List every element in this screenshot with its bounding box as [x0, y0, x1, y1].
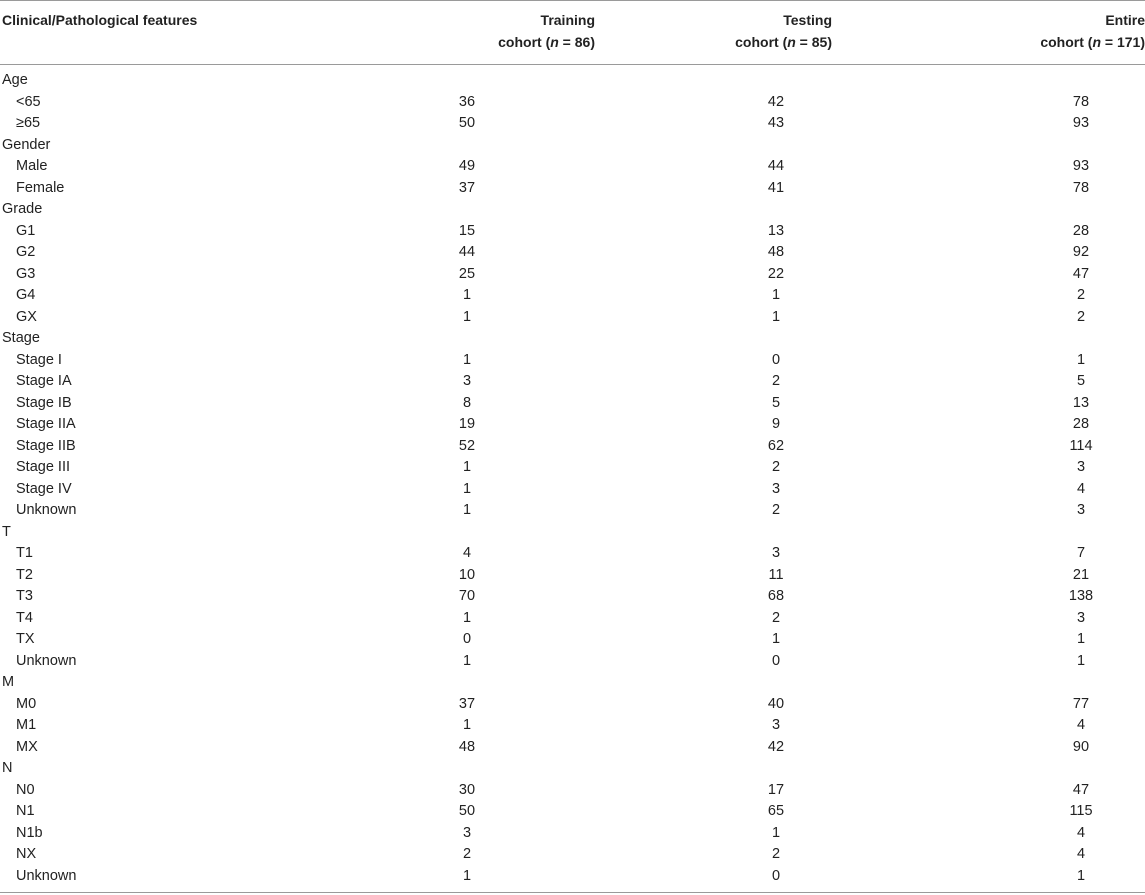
testing-count-cell: 2 — [771, 609, 781, 626]
header-training-n: n — [550, 34, 559, 50]
training-count-cell: 37 — [458, 695, 476, 712]
category-row — [0, 199, 1145, 221]
row-label: MX — [16, 738, 38, 755]
entire-count-cell: 77 — [1072, 695, 1090, 712]
header-testing-line2 — [592, 31, 832, 53]
row-label: Unknown — [16, 652, 77, 669]
row-label: Unknown — [16, 502, 77, 518]
header-training-cohort — [355, 9, 595, 53]
table-row — [0, 608, 1145, 630]
header-training-line1: Training — [540, 12, 595, 28]
row-label: Stage IA — [16, 373, 72, 389]
entire-count-cell: 3 — [1076, 609, 1086, 626]
training-count-cell: 8 — [462, 394, 472, 411]
category-label: M — [2, 674, 15, 690]
table-row — [0, 629, 1145, 651]
training-count-cell: 70 — [458, 588, 476, 604]
training-count-cell: 1 — [462, 480, 472, 497]
testing-count-cell: 22 — [767, 265, 785, 282]
header-entire-prefix: cohort ( — [1040, 34, 1093, 50]
category-label: Stage — [2, 330, 40, 346]
testing-count-cell: 3 — [771, 717, 781, 733]
entire-count-cell: 7 — [1076, 545, 1086, 561]
entire-count-cell: 1 — [1076, 351, 1086, 368]
category-row — [0, 70, 1145, 92]
category-row — [0, 135, 1145, 157]
table-row — [0, 457, 1145, 479]
testing-count-cell: 2 — [771, 846, 781, 862]
entire-count-cell: 78 — [1072, 179, 1090, 196]
row-label: G3 — [16, 265, 36, 282]
entire-count-cell: 3 — [1076, 502, 1086, 518]
row-label: M0 — [16, 695, 37, 712]
header-entire-line1: Entire — [1105, 12, 1145, 28]
testing-count-cell: 0 — [771, 351, 781, 368]
header-training-suffix: = 86) — [558, 34, 595, 50]
table-row — [0, 178, 1145, 200]
table-row — [0, 565, 1145, 587]
table-body — [0, 70, 1145, 887]
entire-count-cell: 115 — [1069, 803, 1093, 819]
entire-count-cell: 92 — [1072, 244, 1090, 260]
header-entire-n: n — [1092, 34, 1102, 50]
entire-count-cell: 2 — [1076, 308, 1086, 325]
testing-count-cell: 62 — [767, 437, 785, 454]
row-label: G4 — [16, 287, 36, 303]
entire-count-cell: 93 — [1072, 158, 1090, 174]
category-row — [0, 672, 1145, 694]
category-label: T — [2, 523, 11, 540]
table-row — [0, 823, 1145, 845]
testing-count-cell: 2 — [771, 502, 781, 518]
training-count-cell: 36 — [458, 93, 476, 110]
testing-count-cell: 17 — [767, 781, 785, 798]
training-count-cell: 1 — [462, 459, 472, 475]
testing-count-cell: 13 — [767, 222, 785, 239]
table-bottom-rule — [0, 892, 1145, 893]
entire-count-cell: 4 — [1076, 480, 1086, 497]
training-count-cell: 15 — [458, 222, 476, 239]
testing-count-cell: 42 — [767, 93, 785, 110]
training-count-cell: 0 — [462, 631, 472, 647]
header-feature-label: Clinical/Pathological features — [2, 12, 198, 28]
row-label: N1 — [16, 803, 35, 819]
testing-count-cell: 43 — [767, 115, 785, 131]
testing-count-cell: 1 — [771, 287, 781, 303]
entire-count-cell: 28 — [1072, 416, 1090, 432]
row-label: ≥65 — [16, 115, 41, 131]
table-row — [0, 543, 1145, 565]
training-count-cell: 1 — [462, 287, 472, 303]
entire-count-cell: 13 — [1072, 394, 1090, 411]
row-label: Stage IIA — [16, 416, 76, 432]
header-testing-suffix: = 85) — [795, 34, 832, 50]
row-label: <65 — [16, 93, 41, 110]
testing-count-cell: 11 — [768, 566, 784, 583]
table-row — [0, 156, 1145, 178]
training-count-cell: 49 — [458, 158, 476, 174]
row-label: Stage I — [16, 351, 62, 368]
entire-count-cell: 1 — [1076, 652, 1086, 669]
header-entire-cohort — [905, 9, 1145, 53]
entire-count-cell: 1 — [1076, 631, 1086, 647]
row-label: T4 — [16, 609, 33, 626]
testing-count-cell: 0 — [771, 652, 781, 669]
row-label: Male — [16, 158, 48, 174]
table-row — [0, 264, 1145, 286]
training-count-cell: 1 — [462, 351, 472, 368]
training-count-cell: 25 — [458, 265, 476, 282]
row-label: Stage IIB — [16, 437, 76, 454]
testing-count-cell: 0 — [771, 867, 781, 884]
entire-count-cell: 2 — [1076, 287, 1086, 303]
category-row — [0, 758, 1145, 780]
row-label: Stage IB — [16, 394, 72, 411]
row-label: T2 — [16, 566, 33, 583]
entire-count-cell: 114 — [1069, 437, 1093, 454]
training-count-cell: 1 — [462, 308, 472, 325]
table-row — [0, 844, 1145, 866]
entire-count-cell: 5 — [1076, 373, 1086, 389]
header-testing-prefix: cohort ( — [735, 34, 788, 50]
testing-count-cell: 1 — [771, 308, 781, 325]
table-row — [0, 801, 1145, 823]
table-row — [0, 780, 1145, 802]
training-count-cell: 30 — [458, 781, 476, 798]
training-count-cell: 52 — [458, 437, 476, 454]
table-row — [0, 500, 1145, 522]
entire-count-cell: 78 — [1072, 93, 1090, 110]
row-label: Unknown — [16, 867, 77, 884]
entire-count-cell: 90 — [1072, 738, 1090, 755]
header-testing-n: n — [787, 34, 796, 50]
training-count-cell: 1 — [462, 652, 472, 669]
training-count-cell: 3 — [462, 824, 472, 841]
category-label: Grade — [2, 201, 43, 217]
training-count-cell: 1 — [462, 867, 472, 884]
row-label: Female — [16, 179, 65, 196]
row-label: T1 — [16, 545, 33, 561]
testing-count-cell: 1 — [771, 824, 781, 841]
training-count-cell: 48 — [458, 738, 476, 755]
table-row — [0, 307, 1145, 329]
training-count-cell: 3 — [462, 373, 472, 389]
category-label: Age — [2, 72, 28, 88]
header-divider-rule — [0, 64, 1145, 65]
training-count-cell: 50 — [458, 115, 476, 131]
row-label: NX — [16, 846, 37, 862]
testing-count-cell: 2 — [771, 459, 781, 475]
table-row — [0, 221, 1145, 243]
testing-count-cell: 48 — [767, 244, 785, 260]
row-label: T3 — [16, 588, 33, 604]
testing-count-cell: 2 — [771, 373, 781, 389]
testing-count-cell: 3 — [771, 480, 781, 497]
training-count-cell: 1 — [462, 609, 472, 626]
entire-count-cell: 3 — [1076, 459, 1086, 475]
testing-count-cell: 65 — [767, 803, 785, 819]
header-testing-cohort — [592, 9, 832, 53]
row-label: GX — [16, 308, 37, 325]
table-row — [0, 694, 1145, 716]
testing-count-cell: 5 — [771, 394, 781, 411]
entire-count-cell: 4 — [1076, 824, 1086, 841]
entire-count-cell: 1 — [1076, 867, 1086, 884]
training-count-cell: 19 — [458, 416, 476, 432]
header-entire-line2 — [905, 31, 1145, 53]
table-row — [0, 586, 1145, 608]
entire-count-cell: 4 — [1076, 717, 1086, 733]
category-label: Gender — [2, 136, 51, 153]
entire-count-cell: 138 — [1068, 588, 1094, 604]
table-row — [0, 242, 1145, 264]
testing-count-cell: 41 — [767, 179, 785, 196]
table-row — [0, 113, 1145, 135]
training-count-cell: 50 — [458, 803, 476, 819]
table-top-rule — [0, 0, 1145, 1]
row-label: TX — [16, 631, 35, 647]
training-count-cell: 10 — [458, 566, 476, 583]
testing-count-cell: 40 — [767, 695, 785, 712]
row-label: G2 — [16, 244, 36, 260]
table-row — [0, 737, 1145, 759]
entire-count-cell: 47 — [1072, 265, 1090, 282]
testing-count-cell: 1 — [771, 631, 781, 647]
category-row — [0, 328, 1145, 350]
category-label: N — [2, 760, 13, 776]
table-row — [0, 393, 1145, 415]
testing-count-cell: 44 — [767, 158, 785, 174]
entire-count-cell: 4 — [1076, 846, 1086, 862]
header-entire-suffix: = 171) — [1101, 34, 1145, 50]
row-label: Stage IV — [16, 480, 72, 497]
row-label: G1 — [16, 222, 36, 239]
entire-count-cell: 47 — [1072, 781, 1090, 798]
entire-count-cell: 28 — [1072, 222, 1090, 239]
table-row — [0, 371, 1145, 393]
testing-count-cell: 3 — [771, 545, 781, 561]
training-count-cell: 37 — [458, 179, 476, 196]
entire-count-cell: 93 — [1072, 115, 1090, 131]
row-label: N1b — [16, 824, 43, 841]
header-training-prefix: cohort ( — [498, 34, 551, 50]
table-row — [0, 350, 1145, 372]
table-row — [0, 285, 1145, 307]
row-label: M1 — [16, 717, 37, 733]
header-testing-line1: Testing — [783, 12, 832, 28]
training-count-cell: 2 — [462, 846, 472, 862]
entire-count-cell: 21 — [1072, 566, 1090, 583]
table-row — [0, 651, 1145, 673]
header-training-line2 — [355, 31, 595, 53]
row-label: Stage III — [16, 459, 71, 475]
table-row — [0, 715, 1145, 737]
training-count-cell: 1 — [462, 717, 472, 733]
table-row — [0, 866, 1145, 888]
table-row — [0, 414, 1145, 436]
table-row — [0, 92, 1145, 114]
testing-count-cell: 9 — [771, 416, 781, 432]
table-row — [0, 436, 1145, 458]
row-label: N0 — [16, 781, 35, 798]
testing-count-cell: 42 — [767, 738, 785, 755]
table-row — [0, 479, 1145, 501]
training-count-cell: 4 — [462, 545, 472, 561]
category-row — [0, 522, 1145, 544]
training-count-cell: 44 — [458, 244, 476, 260]
training-count-cell: 1 — [462, 502, 472, 518]
testing-count-cell: 68 — [767, 588, 785, 604]
